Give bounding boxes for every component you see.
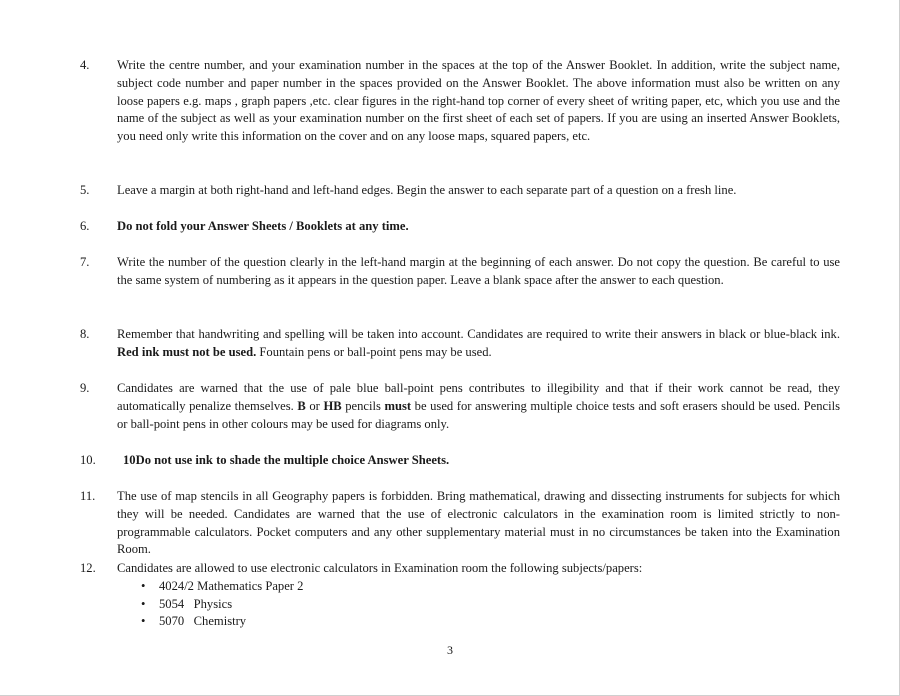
item-number: 4. (80, 58, 90, 72)
instruction-12 (80, 560, 840, 631)
item-text (117, 380, 840, 433)
text-segment: Fountain pens or ball-point pens may be used. (256, 344, 492, 359)
item-text: Candidates are allowed to use electronic calculators in Examination room the following subjects/papers: (117, 561, 643, 575)
item-text: Leave a margin at both right-hand and left-hand edges. Begin the answer to each separate part of a question on a fresh line. (117, 183, 737, 197)
item-text: Write the centre number, and your examination number in the spaces at the top of the Answer Booklet. In addition, write the subject name, subject code number and paper number in the spaces provided on the Answer Booklet. The above information must also be written on any loose papers e.g. maps , graph papers ,etc. clear figures in the right-hand top corner of every sheet of writing paper, etc, which you use and the name of the subject as well as your examination number on the first sheet of each set of papers. If you are using an inserted Answer Booklets, you need only write this information on the cover and on any loose maps, squared papers, etc. (117, 58, 840, 144)
list-item: • 4024/2 Mathematics Paper 2 (139, 578, 840, 596)
bold-b: B (297, 398, 306, 413)
text-segment: pencils (341, 398, 385, 413)
instruction-11 (80, 488, 840, 559)
text-segment: or (305, 398, 324, 413)
item-prefix: 10 (123, 453, 136, 467)
item-number: 12. (80, 561, 96, 575)
item-number: 8. (80, 327, 90, 341)
instruction-6 (80, 218, 840, 236)
item-number: 9. (80, 381, 90, 395)
text-segment: Candidates are warned that the use of pale blue ball-point pens contributes to illegibility and that if their work cannot be read, they automatically penalize themselves. (117, 381, 840, 413)
instruction-7 (80, 254, 840, 290)
item-number: 6. (80, 219, 90, 233)
instruction-9 (80, 380, 840, 433)
instruction-5 (80, 182, 840, 200)
item-number: 10. (80, 453, 96, 467)
bold-must: must (384, 398, 412, 413)
list-item: • 5070 Chemistry (139, 613, 840, 631)
item-number: 7. (80, 255, 90, 269)
instruction-8 (80, 326, 840, 362)
item-text (117, 326, 840, 362)
instruction-4 (80, 57, 840, 146)
item-text-bold: Do not use ink to shade the multiple choice Answer Sheets. (135, 453, 450, 467)
red-ink-warning: Red ink must not be used. (117, 344, 257, 359)
item-text: The use of map stencils in all Geography papers is forbidden. Bring mathematical, drawing and dissecting instruments for subjects for which they will be needed. Candidates are warned that the use of electronic calculators in the examination room is limited strictly to non-programmable calculators. Pocket computers and any other supplementary material must in no circumstances be taken into the Examination Room. (117, 489, 840, 557)
bold-hb: HB (323, 398, 342, 413)
list-item: • 5054 Physics (139, 596, 840, 614)
page-number: 3 (447, 643, 453, 657)
text-segment: Remember that handwriting and spelling will be taken into account. Candidates are required to write their answers in black or blue-black ink. (117, 327, 840, 341)
item-number: 5. (80, 183, 90, 197)
item-text: Write the number of the question clearly in the left-hand margin at the beginning of each answer. Do not copy the question. Be careful to use the same system of numbering as it appears in the question paper. Leave a blank space after the answer to each question. (117, 255, 840, 287)
item-number: 11. (80, 489, 96, 503)
item-text-bold: Do not fold your Answer Sheets / Booklets at any time. (117, 219, 409, 233)
text-segment: be used for answering multiple choice tests and soft erasers should be used. Pencils or ball-point pens in other colours may be used for diagrams only. (117, 398, 840, 431)
calculator-subjects-list (117, 578, 840, 631)
instruction-10 (80, 452, 840, 470)
